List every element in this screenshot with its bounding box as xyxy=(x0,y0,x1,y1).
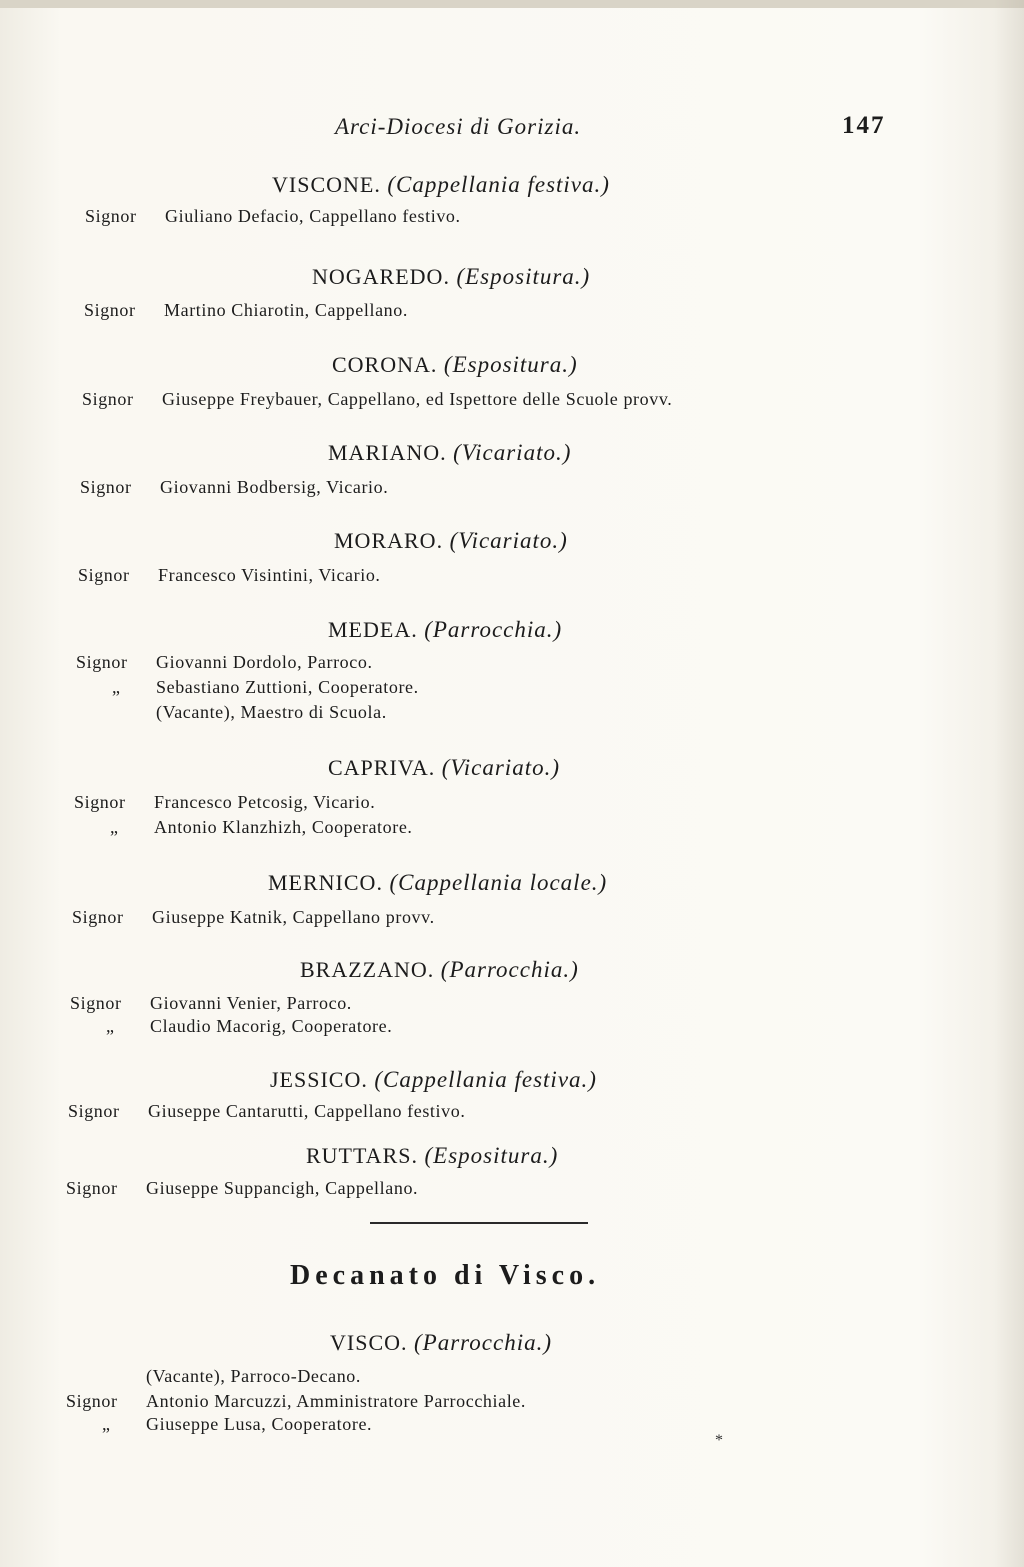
parish-heading xyxy=(328,617,562,643)
clergy-line xyxy=(84,300,408,321)
clergy-title-prefix: Signor xyxy=(78,565,130,585)
parish-name: VISCONE. xyxy=(272,172,381,197)
clergy-line xyxy=(70,993,352,1014)
section-divider-rule xyxy=(370,1222,588,1224)
clergy-line xyxy=(68,1101,465,1122)
clergy-entry-text: Antonio Klanzhizh, Cooperatore. xyxy=(154,817,413,837)
parish-type: (Espositura.) xyxy=(424,1143,559,1168)
clergy-entry-text: Giuseppe Katnik, Cappellano provv. xyxy=(152,907,435,927)
parish-heading xyxy=(328,440,571,466)
parish-heading xyxy=(312,264,590,290)
parish-name: NOGAREDO. xyxy=(312,264,450,289)
clergy-title-prefix: Signor xyxy=(70,993,122,1013)
parish-type: (Parrocchia.) xyxy=(424,617,563,642)
parish-heading xyxy=(332,352,578,378)
asterisk-mark: * xyxy=(715,1432,723,1449)
clergy-line xyxy=(76,652,373,673)
clergy-line xyxy=(74,792,375,813)
clergy-line xyxy=(66,1178,418,1199)
parish-type: (Cappellania locale.) xyxy=(389,870,608,895)
clergy-entry-text: Martino Chiarotin, Cappellano. xyxy=(164,300,408,320)
clergy-entry-text: Giovanni Venier, Parroco. xyxy=(150,993,352,1013)
clergy-line xyxy=(76,702,387,723)
clergy-title-prefix: Signor xyxy=(66,1178,118,1198)
parish-name: BRAZZANO. xyxy=(300,957,435,982)
parish-heading xyxy=(300,957,579,983)
clergy-title-prefix: „ xyxy=(102,1414,111,1434)
parish-name: JESSICO. xyxy=(270,1067,368,1092)
clergy-title-prefix: Signor xyxy=(85,206,137,226)
clergy-title-prefix: Signor xyxy=(68,1101,120,1121)
parish-type: (Parrocchia.) xyxy=(414,1330,552,1355)
parish-name: MARIANO. xyxy=(328,440,447,465)
clergy-entry-text: Francesco Visintini, Vicario. xyxy=(158,565,381,585)
parish-type: (Vicariato.) xyxy=(453,440,572,465)
clergy-line xyxy=(85,206,461,227)
parish-type: (Parrocchia.) xyxy=(440,957,579,982)
clergy-title-prefix: Signor xyxy=(76,652,128,672)
clergy-entry-text: Giuseppe Freybauer, Cappellano, ed Ispettore delle Scuole provv. xyxy=(162,389,673,409)
clergy-title-prefix: Signor xyxy=(66,1391,118,1411)
clergy-line xyxy=(66,1414,372,1435)
clergy-line xyxy=(80,477,388,498)
page-right-shadow xyxy=(994,0,1024,1567)
clergy-entry-text: Giuseppe Suppancigh, Cappellano. xyxy=(146,1178,419,1198)
clergy-line xyxy=(74,817,413,838)
clergy-entry-text: (Vacante), Parroco-Decano. xyxy=(146,1366,361,1386)
parish-heading xyxy=(330,1330,552,1356)
clergy-entry-text: Sebastiano Zuttioni, Cooperatore. xyxy=(156,677,419,697)
clergy-title-prefix: „ xyxy=(112,677,121,697)
clergy-title-prefix: „ xyxy=(110,817,119,837)
clergy-entry-text: Antonio Marcuzzi, Amministratore Parrocchiale. xyxy=(146,1391,526,1411)
parish-name: VISCO. xyxy=(330,1330,408,1355)
parish-type: (Cappellania festiva.) xyxy=(387,172,610,197)
clergy-line xyxy=(66,1366,361,1387)
clergy-entry-text: Claudio Macorig, Cooperatore. xyxy=(150,1016,393,1036)
clergy-line xyxy=(82,389,672,410)
clergy-entry-text: Giovanni Dordolo, Parroco. xyxy=(156,652,373,672)
clergy-entry-text: Giuliano Defacio, Cappellano festivo. xyxy=(165,206,461,226)
parish-heading xyxy=(328,755,560,781)
clergy-line xyxy=(72,907,435,928)
clergy-line xyxy=(66,1391,526,1412)
clergy-title-prefix: Signor xyxy=(72,907,124,927)
parish-type: (Cappellania festiva.) xyxy=(374,1067,597,1092)
parish-heading xyxy=(268,870,607,896)
clergy-title-prefix: „ xyxy=(106,1016,115,1036)
parish-heading xyxy=(334,528,568,554)
clergy-line xyxy=(70,1016,392,1037)
parish-name: MEDEA. xyxy=(328,617,418,642)
clergy-entry-text: Giuseppe Cantarutti, Cappellano festivo. xyxy=(148,1101,466,1121)
parish-type: (Vicariato.) xyxy=(449,528,568,553)
parish-type: (Espositura.) xyxy=(456,264,591,289)
clergy-line xyxy=(76,677,419,698)
clergy-title-prefix: Signor xyxy=(80,477,132,497)
parish-type: (Vicariato.) xyxy=(441,755,560,780)
clergy-title-prefix: Signor xyxy=(84,300,136,320)
parish-name: MORARO. xyxy=(334,528,444,553)
page-number: 147 xyxy=(842,112,886,139)
clergy-title-prefix: Signor xyxy=(82,389,134,409)
parish-name: RUTTARS. xyxy=(306,1143,418,1168)
clergy-title-prefix: Signor xyxy=(74,792,126,812)
parish-heading xyxy=(272,172,610,198)
page-top-edge xyxy=(0,0,1024,8)
running-title: Arci-Diocesi di Gorizia. xyxy=(335,114,582,139)
section-title: Decanato di Visco. xyxy=(290,1260,601,1291)
parish-type: (Espositura.) xyxy=(443,352,578,377)
parish-name: MERNICO. xyxy=(268,870,383,895)
parish-heading xyxy=(306,1143,558,1169)
clergy-entry-text: Giuseppe Lusa, Cooperatore. xyxy=(146,1414,373,1434)
parish-name: CAPRIVA. xyxy=(328,755,436,780)
parish-name: CORONA. xyxy=(332,352,438,377)
clergy-line xyxy=(78,565,381,586)
running-head xyxy=(0,114,1024,144)
clergy-entry-text: (Vacante), Maestro di Scuola. xyxy=(156,702,387,722)
clergy-entry-text: Francesco Petcosig, Vicario. xyxy=(154,792,376,812)
parish-heading xyxy=(270,1067,597,1093)
clergy-entry-text: Giovanni Bodbersig, Vicario. xyxy=(160,477,389,497)
